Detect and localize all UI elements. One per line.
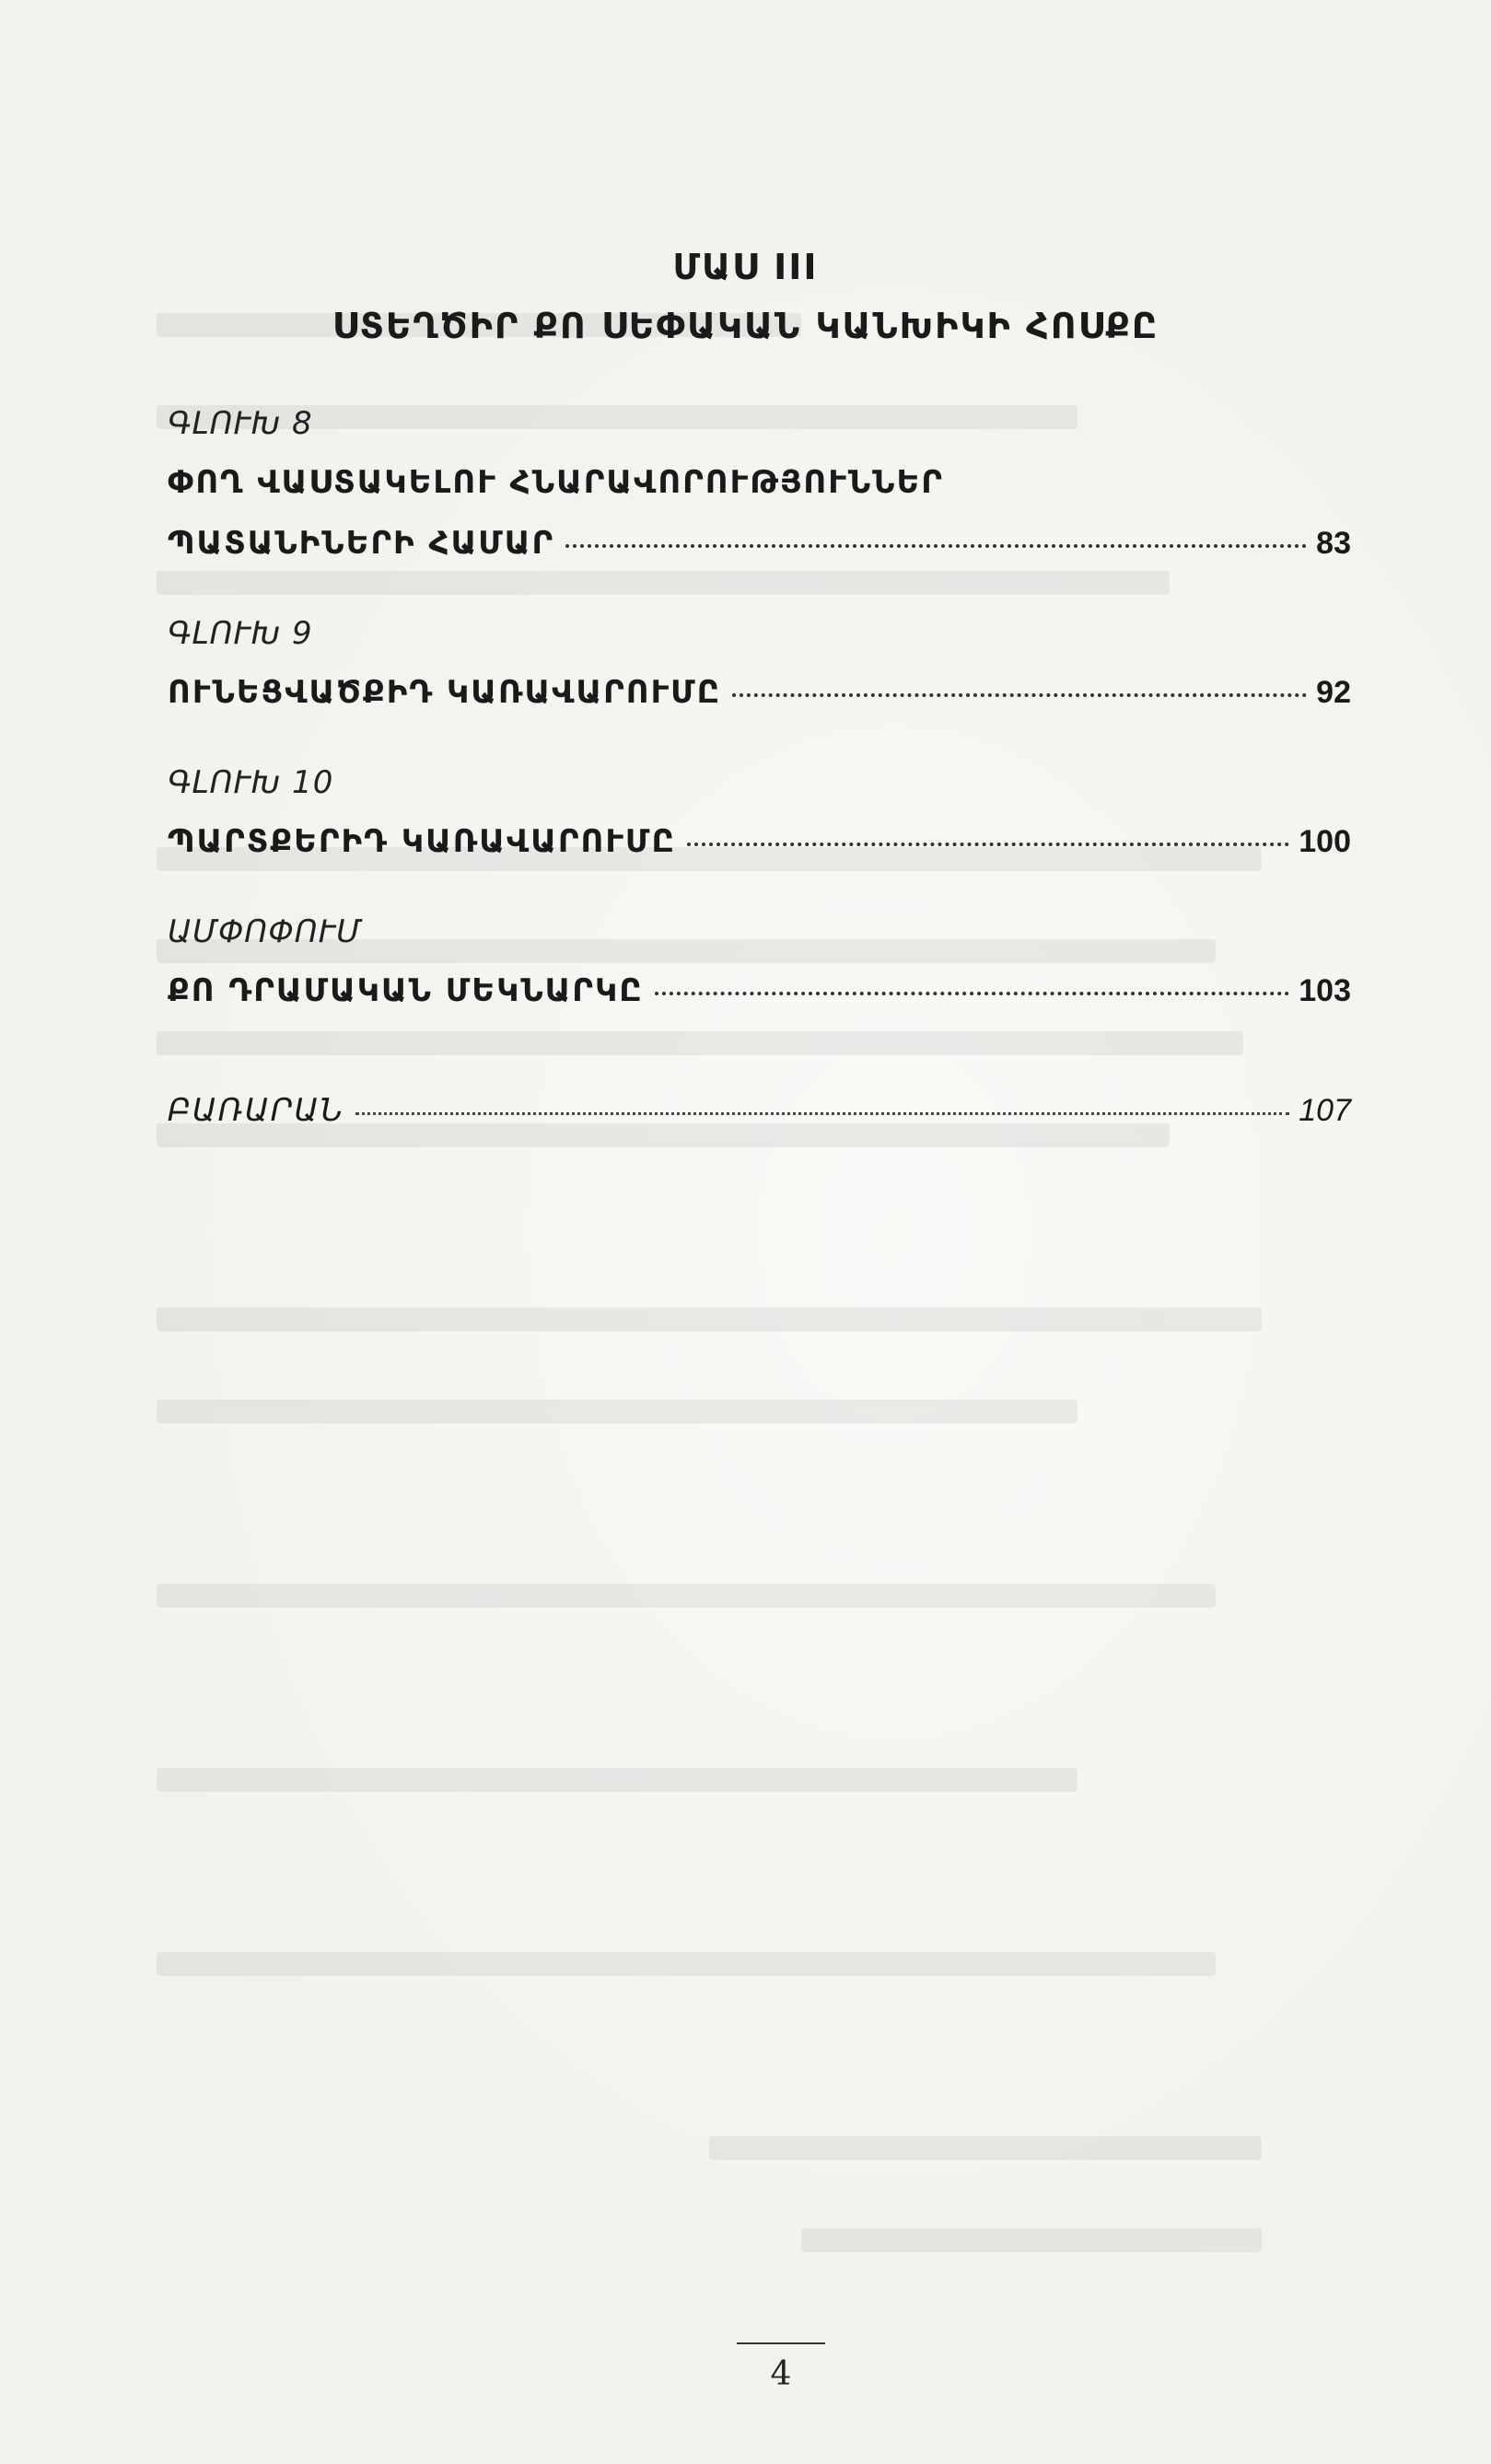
dot-leader — [687, 843, 1289, 846]
dot-leader — [355, 1112, 1289, 1115]
toc-entry-glossary[interactable] — [168, 1092, 1351, 1129]
chapter-8-page: 83 — [1316, 526, 1351, 561]
summary-page: 103 — [1299, 973, 1351, 1008]
chapter-10-label: ԳԼՈՒԽ 10 — [168, 764, 334, 801]
chapter-10-page: 100 — [1299, 824, 1351, 859]
dot-leader — [732, 693, 1307, 697]
toc-entry-chapter-8[interactable] — [168, 525, 1351, 562]
glossary-title: ԲԱՌԱՐԱՆ — [168, 1092, 345, 1129]
footer-rule — [737, 2342, 825, 2344]
chapter-8-title-line1: ՓՈՂ ՎԱՍՏԱԿԵԼՈՒ ՀՆԱՐԱՎՈՐՈՒԹՅՈՒՆՆԵՐ — [168, 464, 944, 501]
dot-leader — [565, 544, 1307, 548]
toc-entry-chapter-10[interactable] — [168, 823, 1351, 860]
page-number: 4 — [770, 2355, 792, 2393]
chapter-9-label: ԳԼՈՒԽ 9 — [168, 615, 313, 652]
toc-entry-chapter-9[interactable] — [168, 674, 1351, 711]
glossary-page: 107 — [1299, 1093, 1351, 1128]
bleed-through-texture — [157, 295, 1427, 2320]
part-title: ՍՏԵՂԾԻՐ ՔՈ ՍԵՓԱԿԱՆ ԿԱՆԽԻԿԻ ՀՈՍՔԸ — [332, 306, 1159, 346]
chapter-8-label: ԳԼՈՒԽ 8 — [168, 405, 313, 442]
chapter-8-title-line2: ՊԱՏԱՆԻՆԵՐԻ ՀԱՄԱՐ — [168, 525, 555, 562]
chapter-9-title: ՈՒՆԵՑՎԱԾՔԻԴ ԿԱՌԱՎԱՐՈՒՄԸ — [168, 674, 722, 711]
toc-entry-summary[interactable] — [168, 972, 1351, 1009]
chapter-10-title: ՊԱՐՏՔԵՐԻԴ ԿԱՌԱՎԱՐՈՒՄԸ — [168, 823, 676, 860]
summary-label: ԱՄՓՈՓՈՒՄ — [168, 913, 363, 950]
part-number: ՄԱՍ III — [672, 247, 819, 287]
chapter-9-page: 92 — [1316, 675, 1351, 710]
summary-title: ՔՈ ԴՐԱՄԱԿԱՆ ՄԵԿՆԱՐԿԸ — [168, 972, 644, 1009]
dot-leader — [655, 992, 1290, 995]
